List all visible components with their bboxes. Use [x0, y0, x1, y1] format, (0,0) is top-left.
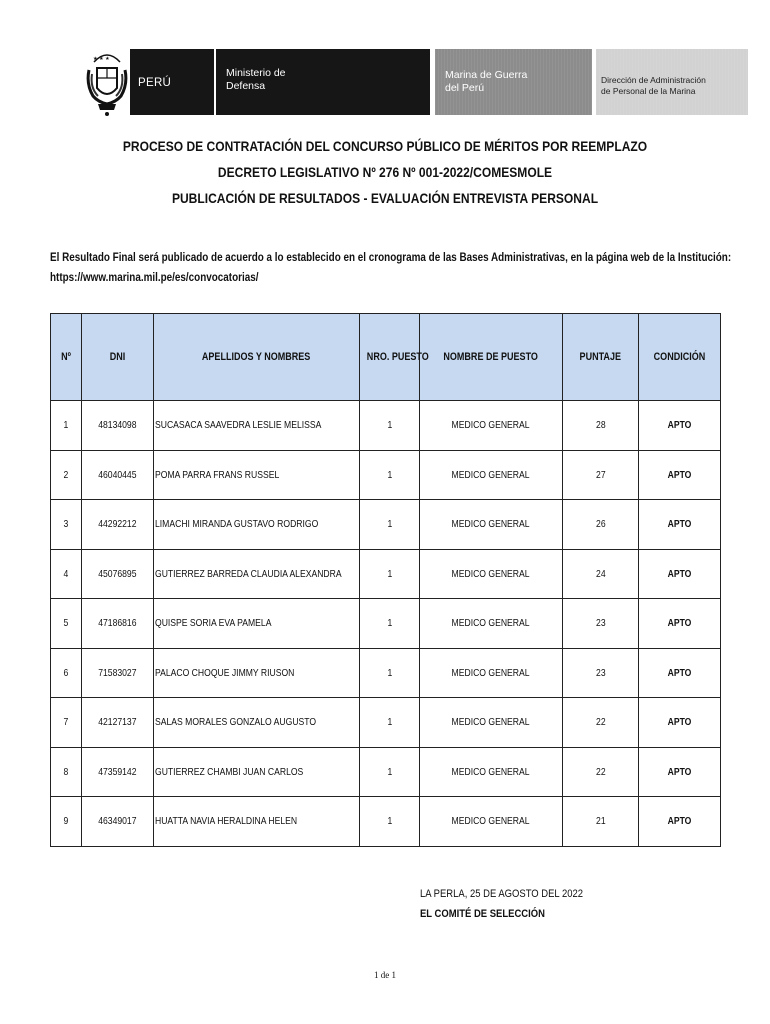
cell-dni: 71583027 [82, 648, 154, 698]
cell-dni: 44292212 [82, 500, 154, 550]
intro-text: El Resultado Final será publicado de acuerdo a lo establecido en el cronograma de las Bases Administrativas, en la página web de la Institución: [50, 252, 732, 264]
cell-position-name: MEDICO GENERAL [420, 549, 563, 599]
committee-name: EL COMITÉ DE SELECCIÓN [420, 908, 545, 920]
cell-score: 21 [563, 797, 639, 847]
cell-condition: APTO [639, 500, 721, 550]
cell-position-number: 1 [360, 401, 420, 451]
title-publication: PUBLICACIÓN DE RESULTADOS - EVALUACIÓN ENTREVISTA PERSONAL [171, 190, 599, 206]
page-number: 1 de 1 [374, 970, 396, 980]
table-row [51, 698, 721, 748]
cell-score: 23 [563, 648, 639, 698]
table-row [51, 500, 721, 550]
cell-position-number: 1 [360, 549, 420, 599]
table-row [51, 747, 721, 797]
svg-text:★ ★ ★: ★ ★ ★ [93, 56, 110, 62]
cell-condition: APTO [639, 599, 721, 649]
ministerio-bar [216, 49, 300, 115]
cell-dni: 46040445 [82, 450, 154, 500]
col-header-position-name: NOMBRE DE PUESTO [420, 314, 563, 401]
cell-number: 1 [51, 401, 82, 451]
header-banner [84, 44, 706, 119]
cell-score: 23 [563, 599, 639, 649]
cell-position-number: 1 [360, 500, 420, 550]
peru-label-bar [130, 49, 214, 115]
cell-number: 4 [51, 549, 82, 599]
table-row [51, 797, 721, 847]
cell-dni: 42127137 [82, 698, 154, 748]
cell-position-number: 1 [360, 599, 420, 649]
cell-condition: APTO [639, 549, 721, 599]
cell-condition: APTO [639, 450, 721, 500]
title-decree: DECRETO LEGISLATIVO Nº 276 Nº 001-2022/COMESMOLE [217, 164, 553, 180]
document-titles [54, 133, 716, 211]
cell-number: 8 [51, 747, 82, 797]
cell-position-number: 1 [360, 698, 420, 748]
cell-name: GUTIERREZ CHAMBI JUAN CARLOS [154, 747, 360, 797]
cell-score: 26 [563, 500, 639, 550]
table-header-row [51, 314, 721, 401]
cell-dni: 46349017 [82, 797, 154, 847]
cell-position-number: 1 [360, 797, 420, 847]
cell-position-number: 1 [360, 450, 420, 500]
cell-score: 22 [563, 698, 639, 748]
marina-line-1: Marina de Guerra [445, 69, 528, 81]
direccion-line-1: Dirección de Administración [601, 75, 706, 85]
cell-name: GUTIERREZ BARREDA CLAUDIA ALEXANDRA [154, 549, 360, 599]
cell-dni: 47186816 [82, 599, 154, 649]
cell-number: 9 [51, 797, 82, 847]
cell-condition: APTO [639, 648, 721, 698]
cell-score: 22 [563, 747, 639, 797]
cell-name: HUATTA NAVIA HERALDINA HELEN [154, 797, 360, 847]
intro-url: https://www.marina.mil.pe/es/convocatorias/ [50, 272, 259, 284]
cell-position-name: MEDICO GENERAL [420, 401, 563, 451]
col-header-position-number: NRO. PUESTO [360, 314, 420, 401]
cell-number: 6 [51, 648, 82, 698]
signature-block [420, 884, 583, 924]
intro-paragraph [50, 248, 732, 288]
cell-position-name: MEDICO GENERAL [420, 500, 563, 550]
cell-score: 27 [563, 450, 639, 500]
direccion-line-2: de Personal de la Marina [601, 86, 696, 96]
table-row [51, 648, 721, 698]
marina-bar [435, 49, 592, 115]
cell-score: 28 [563, 401, 639, 451]
cell-condition: APTO [639, 747, 721, 797]
direccion-bar [596, 49, 748, 115]
table-row [51, 549, 721, 599]
national-coat-of-arms-logo [84, 44, 130, 119]
cell-name: SUCASACA SAAVEDRA LESLIE MELISSA [154, 401, 360, 451]
cell-number: 3 [51, 500, 82, 550]
cell-position-number: 1 [360, 648, 420, 698]
cell-name: SALAS MORALES GONZALO AUGUSTO [154, 698, 360, 748]
cell-condition: APTO [639, 698, 721, 748]
cell-condition: APTO [639, 401, 721, 451]
marina-line-2: del Perú [445, 82, 485, 94]
ministerio-bar-extension [300, 49, 430, 115]
cell-name: LIMACHI MIRANDA GUSTAVO RODRIGO [154, 500, 360, 550]
table-row [51, 450, 721, 500]
col-header-names: APELLIDOS Y NOMBRES [154, 314, 360, 401]
cell-number: 7 [51, 698, 82, 748]
ministerio-line-2: Defensa [226, 80, 266, 92]
cell-score: 24 [563, 549, 639, 599]
col-header-number: Nº [51, 314, 82, 401]
col-header-dni: DNI [82, 314, 154, 401]
cell-name: QUISPE SORIA EVA PAMELA [154, 599, 360, 649]
cell-dni: 48134098 [82, 401, 154, 451]
place-date: LA PERLA, 25 DE AGOSTO DEL 2022 [420, 888, 584, 900]
cell-position-name: MEDICO GENERAL [420, 648, 563, 698]
cell-position-name: MEDICO GENERAL [420, 797, 563, 847]
results-table [50, 313, 721, 847]
peru-label: PERÚ [138, 77, 172, 89]
cell-dni: 45076895 [82, 549, 154, 599]
cell-dni: 47359142 [82, 747, 154, 797]
cell-position-name: MEDICO GENERAL [420, 747, 563, 797]
cell-number: 5 [51, 599, 82, 649]
cell-position-number: 1 [360, 747, 420, 797]
cell-position-name: MEDICO GENERAL [420, 599, 563, 649]
title-process: PROCESO DE CONTRATACIÓN DEL CONCURSO PÚBLICO DE MÉRITOS POR REEMPLAZO [122, 138, 648, 154]
table-row [51, 401, 721, 451]
ministerio-line-1: Ministerio de [226, 67, 286, 79]
col-header-score: PUNTAJE [563, 314, 639, 401]
table-row [51, 599, 721, 649]
cell-name: PALACO CHOQUE JIMMY RIUSON [154, 648, 360, 698]
col-header-condition: CONDICIÓN [639, 314, 721, 401]
cell-number: 2 [51, 450, 82, 500]
cell-condition: APTO [639, 797, 721, 847]
cell-name: POMA PARRA FRANS RUSSEL [154, 450, 360, 500]
cell-position-name: MEDICO GENERAL [420, 698, 563, 748]
cell-position-name: MEDICO GENERAL [420, 450, 563, 500]
